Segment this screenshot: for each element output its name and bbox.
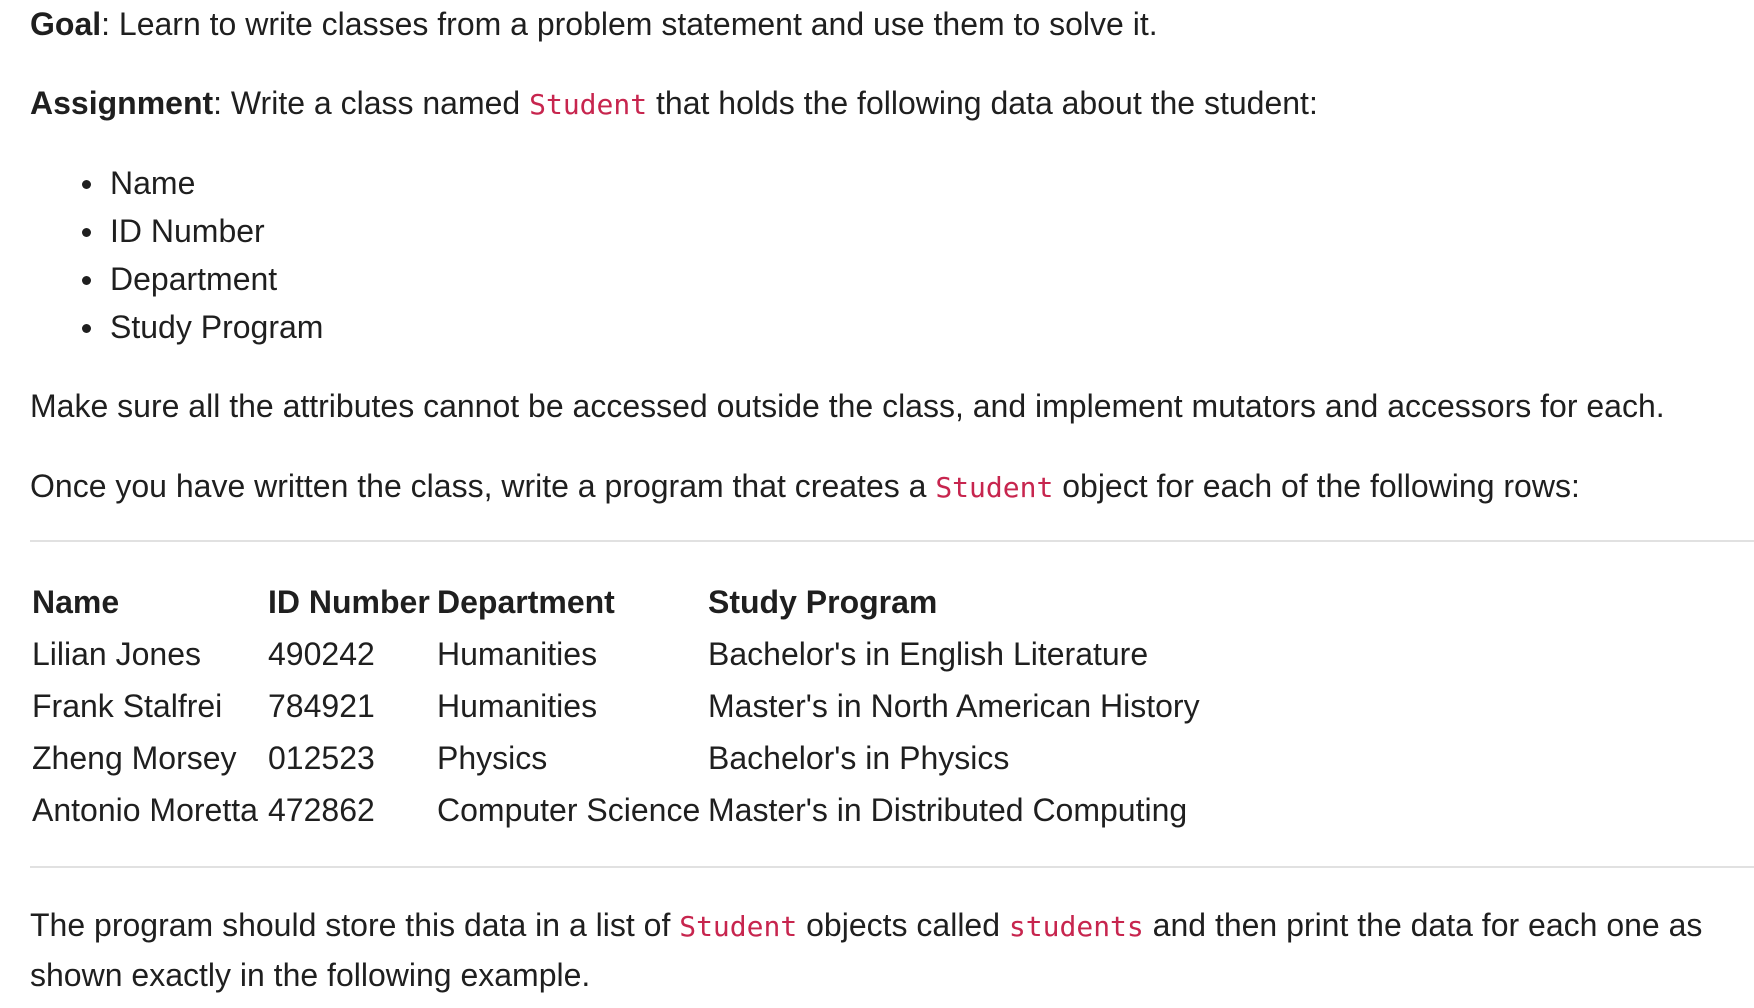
create-text-before: Once you have written the class, write a program that creates a [30, 468, 936, 504]
cell-name: Frank Stalfrei [32, 688, 223, 724]
cell-study-program: Bachelor's in Physics [708, 740, 1010, 776]
list-item: Department [110, 255, 323, 303]
column-header-name: Name [32, 584, 120, 620]
divider [30, 866, 1754, 868]
goal-paragraph [30, 0, 1158, 48]
table-row [32, 680, 1308, 732]
class-name-code: Student [529, 88, 648, 121]
create-text-after: object for each of the following rows: [1053, 468, 1580, 504]
list-item: Name [110, 159, 323, 207]
assignment-label: Assignment [30, 85, 214, 121]
column-header-department: Department [437, 584, 615, 620]
table-row [32, 784, 1308, 836]
cell-name: Zheng Morsey [32, 740, 237, 776]
cell-department: Physics [437, 740, 548, 776]
cell-study-program: Bachelor's in English Literature [708, 636, 1149, 672]
create-objects-paragraph [30, 462, 1580, 512]
private-attributes-paragraph: Make sure all the attributes cannot be accessed outside the class, and implement mutators and accessors for each. [30, 388, 1665, 424]
cell-study-program: Master's in North American History [708, 688, 1200, 724]
attribute-list [30, 159, 323, 351]
cell-name: Antonio Moretta [32, 792, 258, 828]
cell-name: Lilian Jones [32, 636, 201, 672]
assignment-text-before: : Write a class named [213, 85, 530, 121]
student-table [32, 576, 1308, 836]
goal-label: Goal [30, 6, 102, 42]
cell-id-number: 012523 [268, 740, 375, 776]
cell-department: Computer Science [437, 792, 701, 828]
column-header-study-program: Study Program [708, 584, 938, 620]
cell-id-number: 472862 [268, 792, 375, 828]
cell-department: Humanities [437, 636, 598, 672]
column-header-id-number: ID Number [268, 584, 430, 620]
class-name-code: Student [935, 471, 1054, 504]
store-text-before: The program should store this data in a list of [30, 907, 680, 943]
goal-text: : Learn to write classes from a problem statement and use them to solve it. [101, 6, 1158, 42]
list-item: Study Program [110, 303, 323, 351]
store-data-paragraph [30, 901, 1750, 999]
class-name-code: Student [679, 910, 798, 943]
store-text-after: and then print the data for each one as shown exactly in the following example. [30, 907, 1703, 993]
list-name-code: students [1008, 910, 1144, 943]
table-row [32, 628, 1308, 680]
assignment-text-after: that holds the following data about the student: [647, 85, 1318, 121]
table-row [32, 732, 1308, 784]
divider [30, 540, 1754, 542]
cell-department: Humanities [437, 688, 598, 724]
list-item: ID Number [110, 207, 323, 255]
table-header-row [32, 576, 1308, 628]
assignment-paragraph [30, 79, 1318, 129]
cell-id-number: 490242 [268, 636, 375, 672]
store-text-middle: objects called [797, 907, 1009, 943]
cell-id-number: 784921 [268, 688, 375, 724]
cell-study-program: Master's in Distributed Computing [708, 792, 1188, 828]
